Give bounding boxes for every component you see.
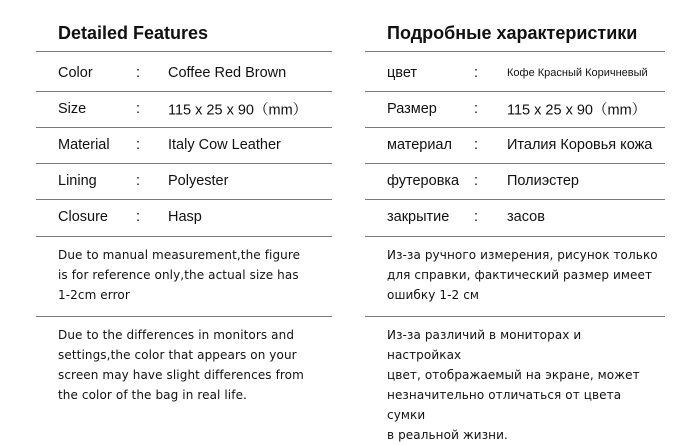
row-value: Italy Cow Leather bbox=[168, 137, 281, 153]
panel-heading: Detailed Features bbox=[58, 23, 209, 43]
divider bbox=[365, 51, 665, 52]
row-colon: : bbox=[136, 101, 141, 117]
note-line: 1-2cm error bbox=[58, 288, 130, 302]
note-line: Due to manual measurement,the figure bbox=[58, 248, 301, 262]
row-value: 115 x 25 x 90（mm） bbox=[168, 102, 308, 119]
row-value: Италия Коровья кожа bbox=[507, 137, 653, 153]
row-colon: : bbox=[474, 137, 479, 153]
row-label: Size bbox=[58, 101, 87, 117]
row-color bbox=[36, 55, 332, 91]
divider bbox=[36, 236, 332, 237]
note-line: Due to the differences in monitors and bbox=[58, 328, 295, 342]
row-colon: : bbox=[474, 65, 479, 81]
row-lining bbox=[365, 163, 665, 199]
row-colon: : bbox=[136, 65, 141, 81]
note-line: для справки, фактический размер имеет bbox=[387, 268, 653, 282]
note-line: ошибку 1-2 см bbox=[387, 288, 480, 302]
row-label: Lining bbox=[58, 173, 97, 189]
note-line: settings,the color that appears on your bbox=[58, 348, 297, 362]
row-material bbox=[365, 127, 665, 163]
row-label: Closure bbox=[58, 209, 108, 225]
row-lining bbox=[36, 163, 332, 199]
note-line: is for reference only,the actual size has bbox=[58, 268, 299, 282]
note-line: в реальной жизни. bbox=[387, 428, 508, 442]
divider bbox=[365, 316, 665, 317]
row-value: Hasp bbox=[168, 209, 202, 225]
row-size bbox=[365, 91, 665, 127]
row-label: Размер bbox=[387, 101, 437, 117]
note-line: the color of the bag in real life. bbox=[58, 388, 247, 402]
row-colon: : bbox=[474, 101, 479, 117]
row-label: цвет bbox=[387, 65, 418, 81]
divider bbox=[36, 316, 332, 317]
row-closure bbox=[36, 199, 332, 235]
panel-heading: Подробные характеристики bbox=[387, 23, 638, 43]
row-label: Material bbox=[58, 137, 110, 153]
row-label: закрытие bbox=[387, 209, 450, 225]
row-value: Кофе Красный Коричневый bbox=[507, 67, 648, 79]
row-value: 115 x 25 x 90（mm） bbox=[507, 102, 647, 119]
row-label: футеровка bbox=[387, 173, 460, 189]
divider bbox=[365, 236, 665, 237]
row-colon: : bbox=[136, 137, 141, 153]
row-value: Полиэстер bbox=[507, 173, 579, 189]
note-color-difference bbox=[387, 325, 659, 445]
row-colon: : bbox=[136, 209, 141, 225]
note-color-difference bbox=[58, 325, 326, 405]
note-line: screen may have slight differences from bbox=[58, 368, 304, 382]
note-measurement bbox=[387, 245, 659, 305]
row-material bbox=[36, 127, 332, 163]
note-line: цвет, отображаемый на экране, может bbox=[387, 368, 640, 382]
note-line: Из-за ручного измерения, рисунок только bbox=[387, 248, 658, 262]
divider bbox=[36, 51, 332, 52]
note-measurement bbox=[58, 245, 326, 305]
note-line: Из-за различий в мониторах и настройках bbox=[387, 328, 582, 362]
row-value: Coffee Red Brown bbox=[168, 65, 287, 81]
note-line: незначительно отличаться от цвета сумки bbox=[387, 388, 622, 422]
row-value: засов bbox=[507, 209, 545, 225]
row-label: Color bbox=[58, 65, 93, 81]
row-colon: : bbox=[474, 209, 479, 225]
row-colon: : bbox=[474, 173, 479, 189]
row-color bbox=[365, 55, 665, 91]
row-size bbox=[36, 91, 332, 127]
row-colon: : bbox=[136, 173, 141, 189]
row-value: Polyester bbox=[168, 173, 229, 189]
row-label: материал bbox=[387, 137, 452, 153]
row-closure bbox=[365, 199, 665, 235]
